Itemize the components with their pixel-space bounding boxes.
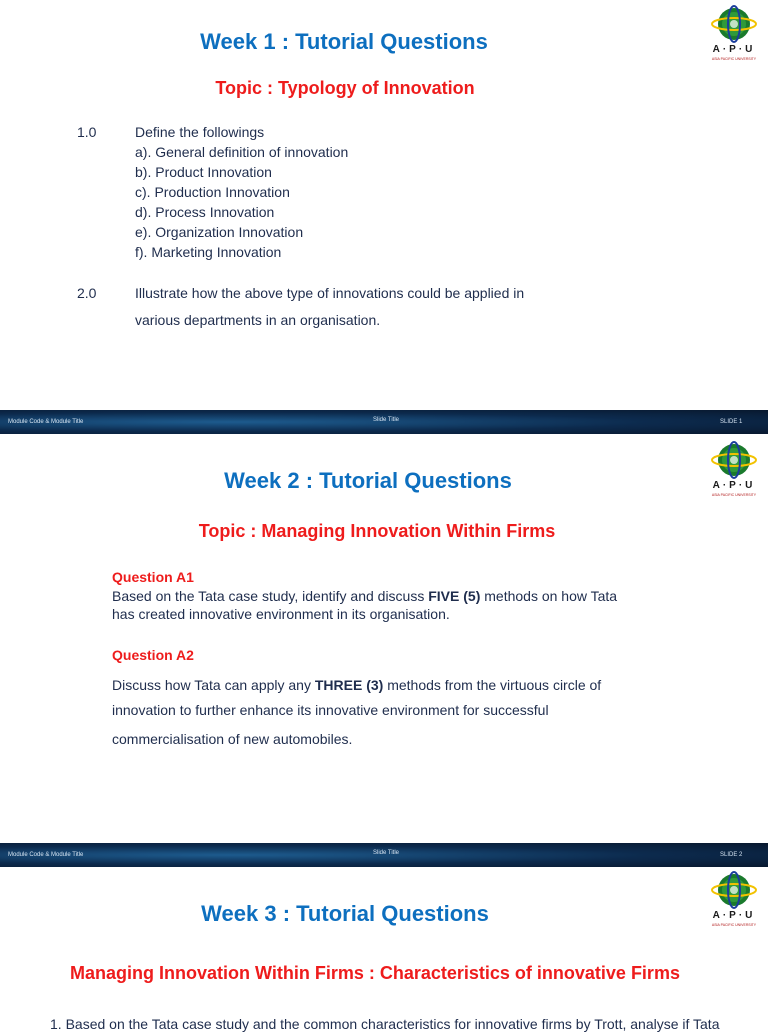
week3-partial-question: 1. Based on the Tata case study and the common characteristics for innovative firms by Trott, analyse if Tata xyxy=(50,1016,720,1032)
week3-title: Week 3 : Tutorial Questions xyxy=(201,901,489,926)
logo-subtitle: ASIA PACIFIC UNIVERSITY xyxy=(711,493,757,497)
week3-topic: Managing Innovation Within Firms : Characteristics of innovative Firms xyxy=(70,963,680,983)
q1-line: d). Process Innovation xyxy=(135,204,275,220)
logo-letters: A·P·U xyxy=(712,44,756,55)
a2-text-pre: Discuss how Tata can apply any xyxy=(112,677,315,693)
q1-line: f). Marketing Innovation xyxy=(135,244,282,260)
apu-logo xyxy=(704,440,764,500)
a2-line-1 xyxy=(112,675,672,695)
a1-emphasis: FIVE (5) xyxy=(428,588,481,604)
a2-text-post: methods from the virtuous circle of xyxy=(383,677,602,693)
question-a1-label: Question A1 xyxy=(112,569,194,585)
q1-line: a). General definition of innovation xyxy=(135,144,349,160)
week1-topic: Topic : Typology of Innovation xyxy=(215,78,475,98)
q1-line: c). Production Innovation xyxy=(135,184,290,200)
slide-footer-1 xyxy=(0,410,768,434)
q1-line: Define the followings xyxy=(135,124,265,140)
q2-line-2: various departments in an organisation. xyxy=(135,312,381,328)
q2-number: 2.0 xyxy=(77,285,97,301)
footer-slide-number: SLIDE 2 xyxy=(720,852,743,858)
logo-subtitle: ASIA PACIFIC UNIVERSITY xyxy=(711,923,757,927)
a2-line-3: commercialisation of new automobiles. xyxy=(112,731,353,747)
apu-logo xyxy=(704,4,764,64)
footer-module: Module Code & Module Title xyxy=(8,419,84,425)
a2-emphasis: THREE (3) xyxy=(314,677,384,693)
question-a1-text xyxy=(112,587,672,623)
q2-line-1: Illustrate how the above type of innovations could be applied in xyxy=(135,285,525,301)
footer-module: Module Code & Module Title xyxy=(8,852,84,858)
logo-letters: A·P·U xyxy=(712,910,756,921)
q1-line: e). Organization Innovation xyxy=(135,224,304,240)
logo-letters: A·P·U xyxy=(712,480,756,491)
footer-slide-title: Slide Title xyxy=(373,417,400,423)
apu-logo xyxy=(704,870,764,930)
footer-slide-number: SLIDE 1 xyxy=(720,419,743,425)
globe-icon xyxy=(704,440,764,484)
slide-footer-2 xyxy=(0,843,768,867)
week2-topic: Topic : Managing Innovation Within Firms xyxy=(198,521,556,541)
question-a2-label: Question A2 xyxy=(112,647,194,663)
a2-line-2: innovation to further enhance its innovative environment for successful xyxy=(112,702,549,718)
a1-text-pre: Based on the Tata case study, identify and discuss xyxy=(112,588,429,604)
a1-line-2: has created innovative environment in its organisation. xyxy=(112,606,450,622)
week2-title: Week 2 : Tutorial Questions xyxy=(224,468,512,493)
week1-title: Week 1 : Tutorial Questions xyxy=(200,29,488,54)
globe-icon xyxy=(704,4,764,48)
a1-text-post: methods on how Tata xyxy=(480,588,618,604)
a1-line-1 xyxy=(112,587,672,605)
q1-list xyxy=(135,122,348,262)
globe-icon xyxy=(704,870,764,914)
logo-subtitle: ASIA PACIFIC UNIVERSITY xyxy=(711,57,757,61)
footer-slide-title: Slide Title xyxy=(373,850,400,856)
q1-number: 1.0 xyxy=(77,124,97,140)
q1-line: b). Product Innovation xyxy=(135,164,272,180)
